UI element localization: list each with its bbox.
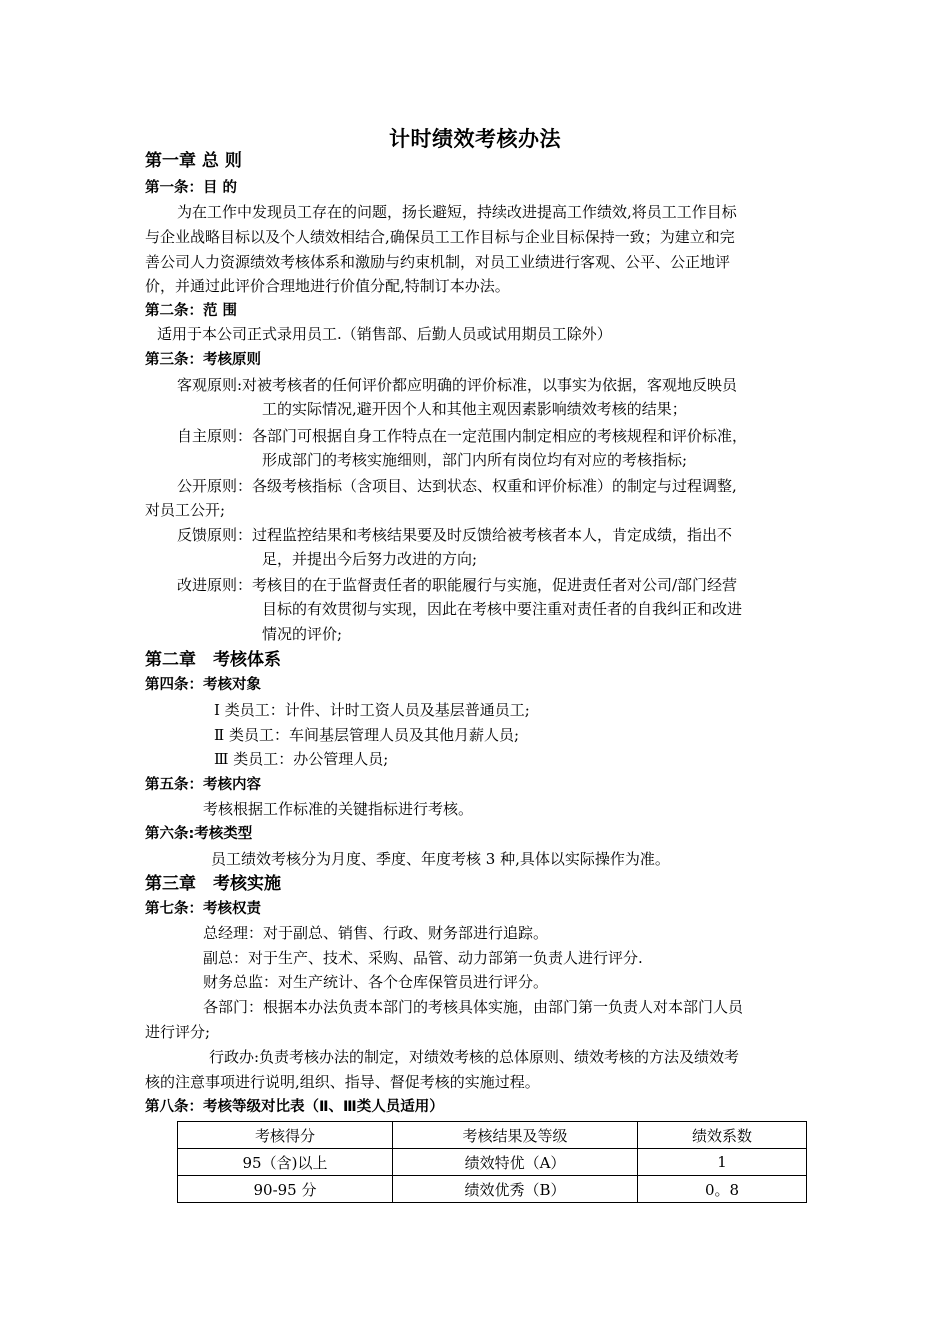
document-title: 计时绩效考核办法 xyxy=(389,127,561,151)
article-7-text-line: 财务总监：对生产统计、各个仓库保管员进行评分。 xyxy=(203,973,549,991)
article-7-text-line: 副总：对于生产、技术、采购、品管、动力部第一负责人进行评分. xyxy=(203,949,643,967)
table-cell: 1 xyxy=(638,1149,807,1176)
principle-text-line: 对员工公开; xyxy=(145,501,226,519)
article-6-heading: 第六条:考核类型 xyxy=(145,826,253,842)
employee-class-line: Ⅱ 类员工：车间基层管理人员及其他月薪人员; xyxy=(214,726,520,744)
employee-class-line: Ⅲ 类员工：办公管理人员; xyxy=(214,750,389,768)
principle-text-line: 客观原则:对被考核者的任何评价都应明确的评价标准，以事实为依据，客观地反映员 xyxy=(177,376,738,394)
table-cell: 90-95 分 xyxy=(178,1176,393,1203)
chapter-2-heading: 第二章 考核体系 xyxy=(145,650,281,670)
principle-text-line: 反馈原则：过程监控结果和考核结果要及时反馈给被考核者本人，肯定成绩，指出不 xyxy=(177,526,733,544)
article-3-heading: 第三条：考核原则 xyxy=(145,352,261,368)
article-1-text-line: 善公司人力资源绩效考核体系和激励与约束机制，对员工业绩进行客观、公平、公正地评 xyxy=(145,253,731,271)
table-cell: 95（含)以上 xyxy=(178,1149,393,1176)
article-1-text-line: 价，并通过此评价合理地进行价值分配,特制订本办法。 xyxy=(145,277,510,295)
chapter-3-heading: 第三章 考核实施 xyxy=(145,874,281,894)
table-cell: 绩效特优（A） xyxy=(393,1149,638,1176)
employee-class-line: Ⅰ 类员工：计件、计时工资人员及基层普通员工; xyxy=(214,701,530,719)
article-5-heading: 第五条：考核内容 xyxy=(145,777,261,793)
table-header-cell: 考核结果及等级 xyxy=(393,1122,638,1149)
article-7-text-line: 进行评分; xyxy=(145,1023,211,1041)
article-1-heading: 第一条：目 的 xyxy=(145,180,238,196)
principle-text-line: 改进原则：考核目的在于监督责任者的职能履行与实施，促进责任者对公司/部门经营 xyxy=(177,576,738,594)
principle-text-line: 足，并提出今后努力改进的方向; xyxy=(262,550,478,568)
principle-text-line: 工的实际情况,避开因个人和其他主观因素影响绩效考核的结果； xyxy=(262,400,687,418)
article-6-text-line: 员工绩效考核分为月度、季度、年度考核 3 种,具体以实际操作为准。 xyxy=(211,850,670,868)
article-1-text-line: 与企业战略目标以及个人绩效相结合,确保员工工作目标与企业目标保持一致；为建立和完 xyxy=(145,228,735,246)
article-8-heading: 第八条：考核等级对比表（Ⅱ、Ⅲ类人员适用） xyxy=(145,1099,444,1115)
article-2-text-line: 适用于本公司正式录用员工.（销售部、后勤人员或试用期员工除外） xyxy=(157,325,612,343)
table-header-cell: 考核得分 xyxy=(178,1122,393,1149)
article-5-text-line: 考核根据工作标准的关键指标进行考核。 xyxy=(203,800,474,818)
article-7-text-line: 各部门：根据本办法负责本部门的考核具体实施，由部门第一负责人对本部门人员 xyxy=(203,998,744,1016)
table-row xyxy=(178,1149,807,1176)
chapter-1-heading: 第一章 总 则 xyxy=(145,151,242,171)
grade-comparison-table xyxy=(177,1121,807,1203)
article-7-text-line: 核的注意事项进行说明,组织、指导、督促考核的实施过程。 xyxy=(145,1073,540,1091)
table-header-cell: 绩效系数 xyxy=(638,1122,807,1149)
article-1-text-line: 为在工作中发现员工存在的问题，扬长避短，持续改进提高工作绩效,将员工工作目标 xyxy=(177,203,737,221)
table-row xyxy=(178,1176,807,1203)
table-cell: 0。8 xyxy=(638,1176,807,1203)
principle-text-line: 情况的评价; xyxy=(262,625,343,643)
article-7-heading: 第七条：考核权责 xyxy=(145,901,261,917)
article-7-text-line: 总经理：对于副总、销售、行政、财务部进行追踪。 xyxy=(203,924,549,942)
article-2-heading: 第二条：范 围 xyxy=(145,303,238,319)
principle-text-line: 公开原则：各级考核指标（含项目、达到状态、权重和评价标准）的制定与过程调整, xyxy=(177,477,737,495)
principle-text-line: 形成部门的考核实施细则，部门内所有岗位均有对应的考核指标; xyxy=(262,451,688,469)
principle-text-line: 自主原则：各部门可根据自身工作特点在一定范围内制定相应的考核规程和评价标准， xyxy=(177,427,748,445)
principle-text-line: 目标的有效贯彻与实现，因此在考核中要注重对责任者的自我纠正和改进 xyxy=(262,600,743,618)
article-4-heading: 第四条：考核对象 xyxy=(145,677,261,693)
article-7-text-line: 行政办:负责考核办法的制定，对绩效考核的总体原则、绩效考核的方法及绩效考 xyxy=(209,1048,740,1066)
table-cell: 绩效优秀（B） xyxy=(393,1176,638,1203)
table-header-row xyxy=(178,1122,807,1149)
